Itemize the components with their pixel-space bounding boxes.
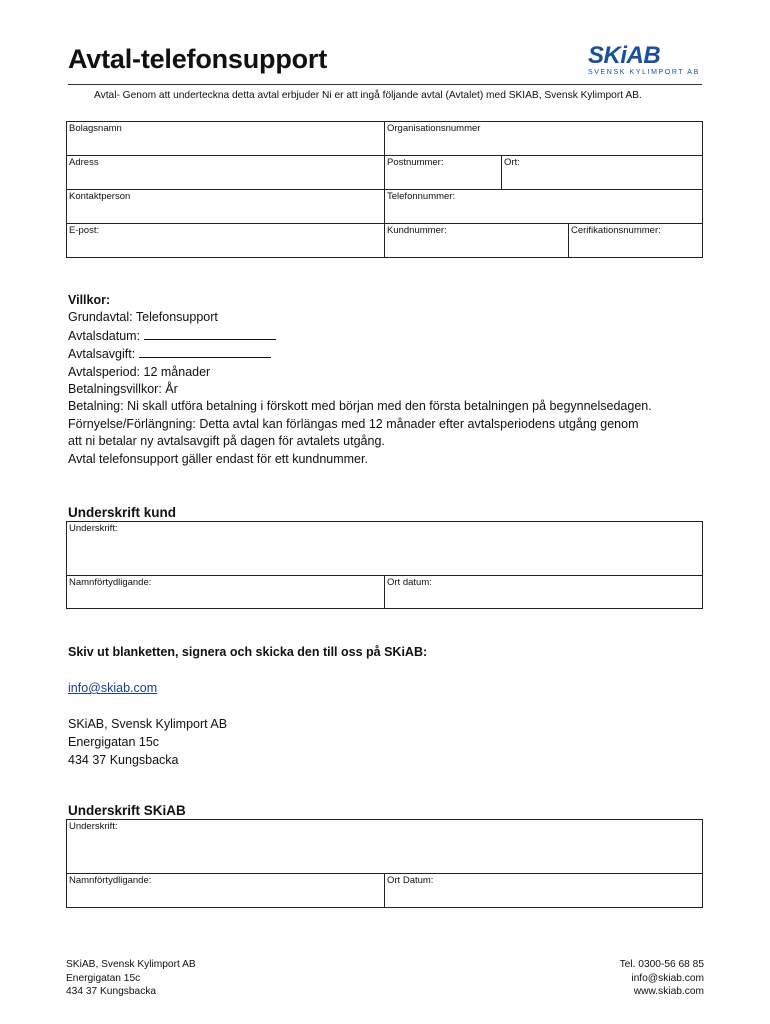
terms-section — [68, 292, 652, 468]
phone-field[interactable] — [385, 190, 702, 223]
skiab-signature-form — [66, 819, 703, 908]
city-label: Ort: — [504, 157, 520, 168]
skiab-name-label: Namnförtydligande: — [69, 875, 152, 886]
skiab-signature-field[interactable] — [67, 820, 702, 873]
skiab-signature-title: Underskrift SKiAB — [68, 803, 186, 818]
city-field[interactable] — [502, 156, 702, 189]
org-number-field[interactable] — [385, 122, 702, 155]
terms-heading: Villkor: — [68, 293, 111, 307]
footer-line: SKiAB, Svensk Kylimport AB — [66, 959, 196, 970]
postal-code-label: Postnummer: — [387, 157, 444, 168]
page-title: Avtal-telefonsupport — [68, 44, 327, 74]
customer-name-label: Namnförtydligande: — [69, 577, 152, 588]
intro-text: Avtal- Genom att underteckna detta avtal erbjuder Ni er att ingå följande avtal (Avtalet) med SKIAB, Svensk Kylimport AB. — [94, 90, 642, 101]
customer-place-date-field[interactable] — [385, 576, 702, 608]
terms-line: Förnyelse/Förlängning: Detta avtal kan förlängas med 12 månader efter avtalsperiodens utgång genom — [68, 416, 639, 431]
logo-subtitle: SVENSK KYLIMPORT AB — [588, 69, 700, 76]
footer-phone: Tel. 0300-56 68 85 — [619, 959, 704, 970]
customer-number-label: Kundnummer: — [387, 225, 447, 236]
contact-person-field[interactable] — [67, 190, 384, 223]
address-field[interactable] — [67, 156, 384, 189]
header-divider — [68, 84, 702, 85]
email-link[interactable]: info@skiab.com — [68, 681, 158, 695]
logo-wordmark: SKiAB — [588, 42, 661, 69]
terms-line: Betalning: Ni skall utföra betalning i förskott med början med den första betalningen på begynnelsedagen. — [68, 399, 652, 414]
skiab-name-field[interactable] — [67, 874, 384, 907]
footer-website[interactable]: www.skiab.com — [633, 986, 704, 997]
terms-line: att ni betalar ny avtalsavgift på dagen för avtalets utgång. — [68, 434, 385, 449]
customer-signature-label: Underskrift: — [69, 523, 118, 534]
footer-contact — [620, 958, 704, 999]
contract-fee-blank[interactable] — [139, 345, 271, 358]
customer-place-date-label: Ort datum: — [387, 577, 432, 588]
customer-signature-title: Underskrift kund — [68, 505, 177, 520]
customer-number-field[interactable] — [385, 224, 568, 257]
terms-line: Grundavtal: Telefonsupport — [68, 310, 218, 325]
terms-line-date — [68, 327, 652, 345]
contract-date-blank[interactable] — [144, 327, 276, 340]
send-instructions: Skiv ut blanketten, signera och skicka den till oss på SKiAB: — [68, 645, 428, 659]
phone-label: Telefonnummer: — [387, 191, 456, 202]
contact-person-label: Kontaktperson — [69, 191, 131, 202]
contract-fee-label: Avtalsavgift: — [68, 347, 136, 362]
footer-line: 434 37 Kungsbacka — [66, 986, 157, 997]
certification-number-field[interactable] — [569, 224, 702, 257]
certification-number-label: Cerifikationsnummer: — [571, 225, 661, 236]
footer-address — [66, 958, 196, 999]
email-field[interactable] — [67, 224, 384, 257]
email-label: E-post: — [69, 225, 100, 236]
address-label: Adress — [69, 157, 99, 168]
customer-signature-form — [66, 521, 703, 609]
terms-line-fee — [68, 345, 652, 363]
customer-signature-field[interactable] — [67, 522, 702, 575]
skiab-place-date-label: Ort Datum: — [387, 875, 434, 886]
customer-name-field[interactable] — [67, 576, 384, 608]
terms-line: Avtalsperiod: 12 månader — [68, 364, 211, 379]
contract-date-label: Avtalsdatum: — [68, 328, 141, 343]
skiab-signature-label: Underskrift: — [69, 821, 118, 832]
company-name-label: Bolagsnamn — [69, 123, 122, 134]
skiab-place-date-field[interactable] — [385, 874, 702, 907]
terms-line: Avtal telefonsupport gäller endast för ett kundnummer. — [68, 451, 368, 466]
address-line: 434 37 Kungsbacka — [68, 753, 179, 767]
customer-info-form — [66, 121, 703, 258]
company-logo — [584, 42, 700, 78]
address-line: SKiAB, Svensk Kylimport AB — [68, 717, 228, 731]
address-line: Energigatan 15c — [68, 735, 160, 749]
mailing-address — [68, 715, 227, 769]
postal-code-field[interactable] — [385, 156, 501, 189]
terms-line: Betalningsvillkor: År — [68, 382, 178, 397]
footer-line: Energigatan 15c — [66, 972, 141, 984]
company-name-field[interactable] — [67, 122, 384, 155]
footer-email[interactable]: info@skiab.com — [631, 972, 704, 984]
org-number-label: Organisationsnummer — [387, 123, 481, 134]
